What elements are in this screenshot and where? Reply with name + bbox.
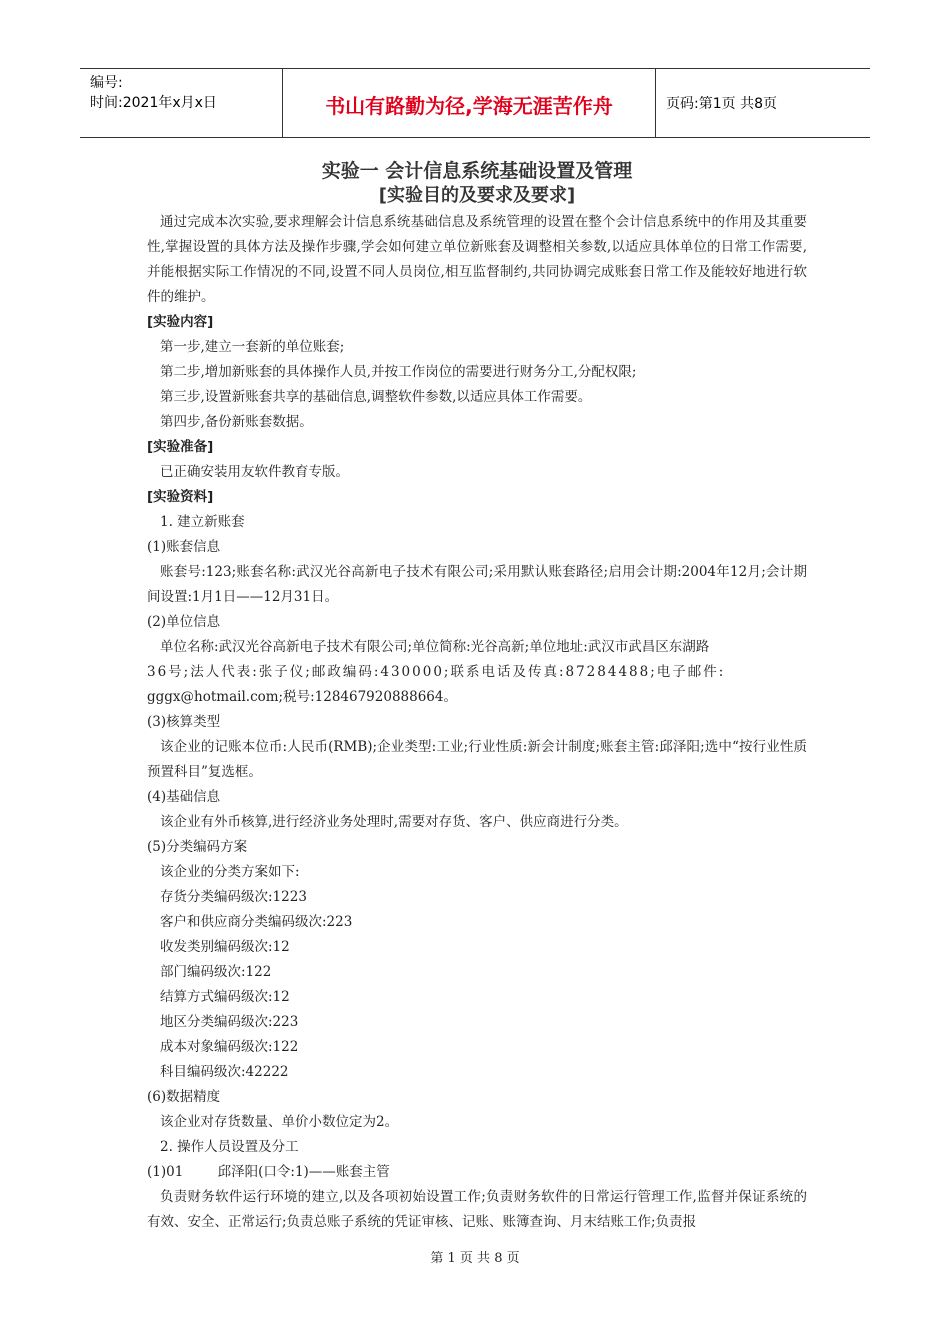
code-level-item: 客户和供应商分类编码级次:223 — [160, 914, 353, 930]
doc-subtitle: [实验目的及要求及要求] — [378, 185, 576, 206]
section-heading-prep: [实验准备] — [147, 439, 214, 455]
sub-1-heading: (1)账套信息 — [147, 539, 221, 555]
step-4: 第四步,备份新账套数据。 — [160, 414, 313, 430]
code-level-item: 成本对象编码级次:122 — [160, 1039, 299, 1055]
operator-1-heading: (1)01 邱泽阳(口令:1)——账套主管 — [147, 1164, 390, 1180]
code-level-item: 结算方式编码级次:12 — [160, 989, 290, 1005]
item-2-heading: 2. 操作人员设置及分工 — [160, 1139, 299, 1155]
page-footer: 第 1 页 共 8 页 — [430, 1251, 520, 1266]
section-heading-content: [实验内容] — [147, 314, 214, 330]
header-meta — [80, 69, 282, 137]
step-2: 第二步,增加新账套的具体操作人员,并按工作岗位的需要进行财务分工,分配权限; — [160, 364, 637, 380]
sub-3-text: 该企业的记账本位币:人民币(RMB);企业类型:工业;行业性质:新会计制度;账套主管:邱泽阳;选中“按行业性质预置科目”复选框。 — [147, 739, 807, 780]
sub-6-text: 该企业对存货数量、单价小数位定为2。 — [160, 1114, 399, 1130]
sub-2-line-3: gggx@hotmail.com;税号:128467920888664。 — [147, 689, 457, 705]
sub-4-heading: (4)基础信息 — [147, 789, 221, 805]
code-level-item: 科目编码级次:42222 — [160, 1064, 289, 1080]
sub-6-heading: (6)数据精度 — [147, 1089, 221, 1105]
sub-5-heading: (5)分类编码方案 — [147, 839, 248, 855]
sub-1-text: 账套号:123;账套名称:武汉光谷高新电子技术有限公司;采用默认账套路径;启用会计期:2004年12月;会计期间设置:1月1日——12月31日。 — [147, 564, 807, 605]
sub-4-text: 该企业有外币核算,进行经济业务处理时,需要对存货、客户、供应商进行分类。 — [160, 814, 628, 830]
item-1-heading: 1. 建立新账套 — [160, 514, 245, 530]
sub-5-intro: 该企业的分类方案如下: — [160, 864, 300, 880]
doc-number-label: 编号: — [90, 75, 123, 91]
document-body — [147, 158, 807, 1235]
page-header — [80, 68, 870, 138]
section-heading-data: [实验资料] — [147, 489, 214, 505]
header-page-label: 页码:第1页 共8页 — [666, 96, 777, 112]
code-level-item: 部门编码级次:122 — [160, 964, 272, 980]
doc-title: 实验一 会计信息系统基础设置及管理 — [321, 160, 633, 182]
code-level-item: 存货分类编码级次:1223 — [160, 889, 307, 905]
sub-2-line-2: 36号;法人代表:张子仪;邮政编码:430000;联系电话及传真:87284488;电子邮件: — [147, 664, 726, 680]
doc-time-label: 时间:2021年x月x日 — [90, 95, 217, 111]
header-motto: 书山有路勤为径,学海无涯苦作舟 — [282, 69, 656, 137]
sub-2-line-1: 单位名称:武汉光谷高新电子技术有限公司;单位简称:光谷高新;单位地址:武汉市武昌区东湖路 — [160, 639, 710, 655]
code-level-item: 地区分类编码级次:223 — [160, 1014, 299, 1030]
code-level-item: 收发类别编码级次:12 — [160, 939, 290, 955]
sub-2-heading: (2)单位信息 — [147, 614, 221, 630]
sub-3-heading: (3)核算类型 — [147, 714, 221, 730]
operator-1-text: 负责财务软件运行环境的建立,以及各项初始设置工作;负责财务软件的日常运行管理工作,监督并保证系统的有效、安全、正常运行;负责总账子系统的凭证审核、记账、账簿查询、月末结账工作;负责报 — [147, 1189, 807, 1230]
intro-paragraph: 通过完成本次实验,要求理解会计信息系统基础信息及系统管理的设置在整个会计信息系统中的作用及其重要性,掌握设置的具体方法及操作步骤,学会如何建立单位新账套及调整相关参数,以适应具体单位的日常工作需要,并能根据实际工作情况的不同,设置不同人员岗位,相互监督制约,共同协调完成账套日常工作及能较好地进行软件的维护。 — [147, 214, 807, 305]
prep-text: 已正确安装用友软件教育专版。 — [160, 464, 349, 480]
step-3: 第三步,设置新账套共享的基础信息,调整软件参数,以适应具体工作需要。 — [160, 389, 592, 405]
step-1: 第一步,建立一套新的单位账套; — [160, 339, 345, 355]
